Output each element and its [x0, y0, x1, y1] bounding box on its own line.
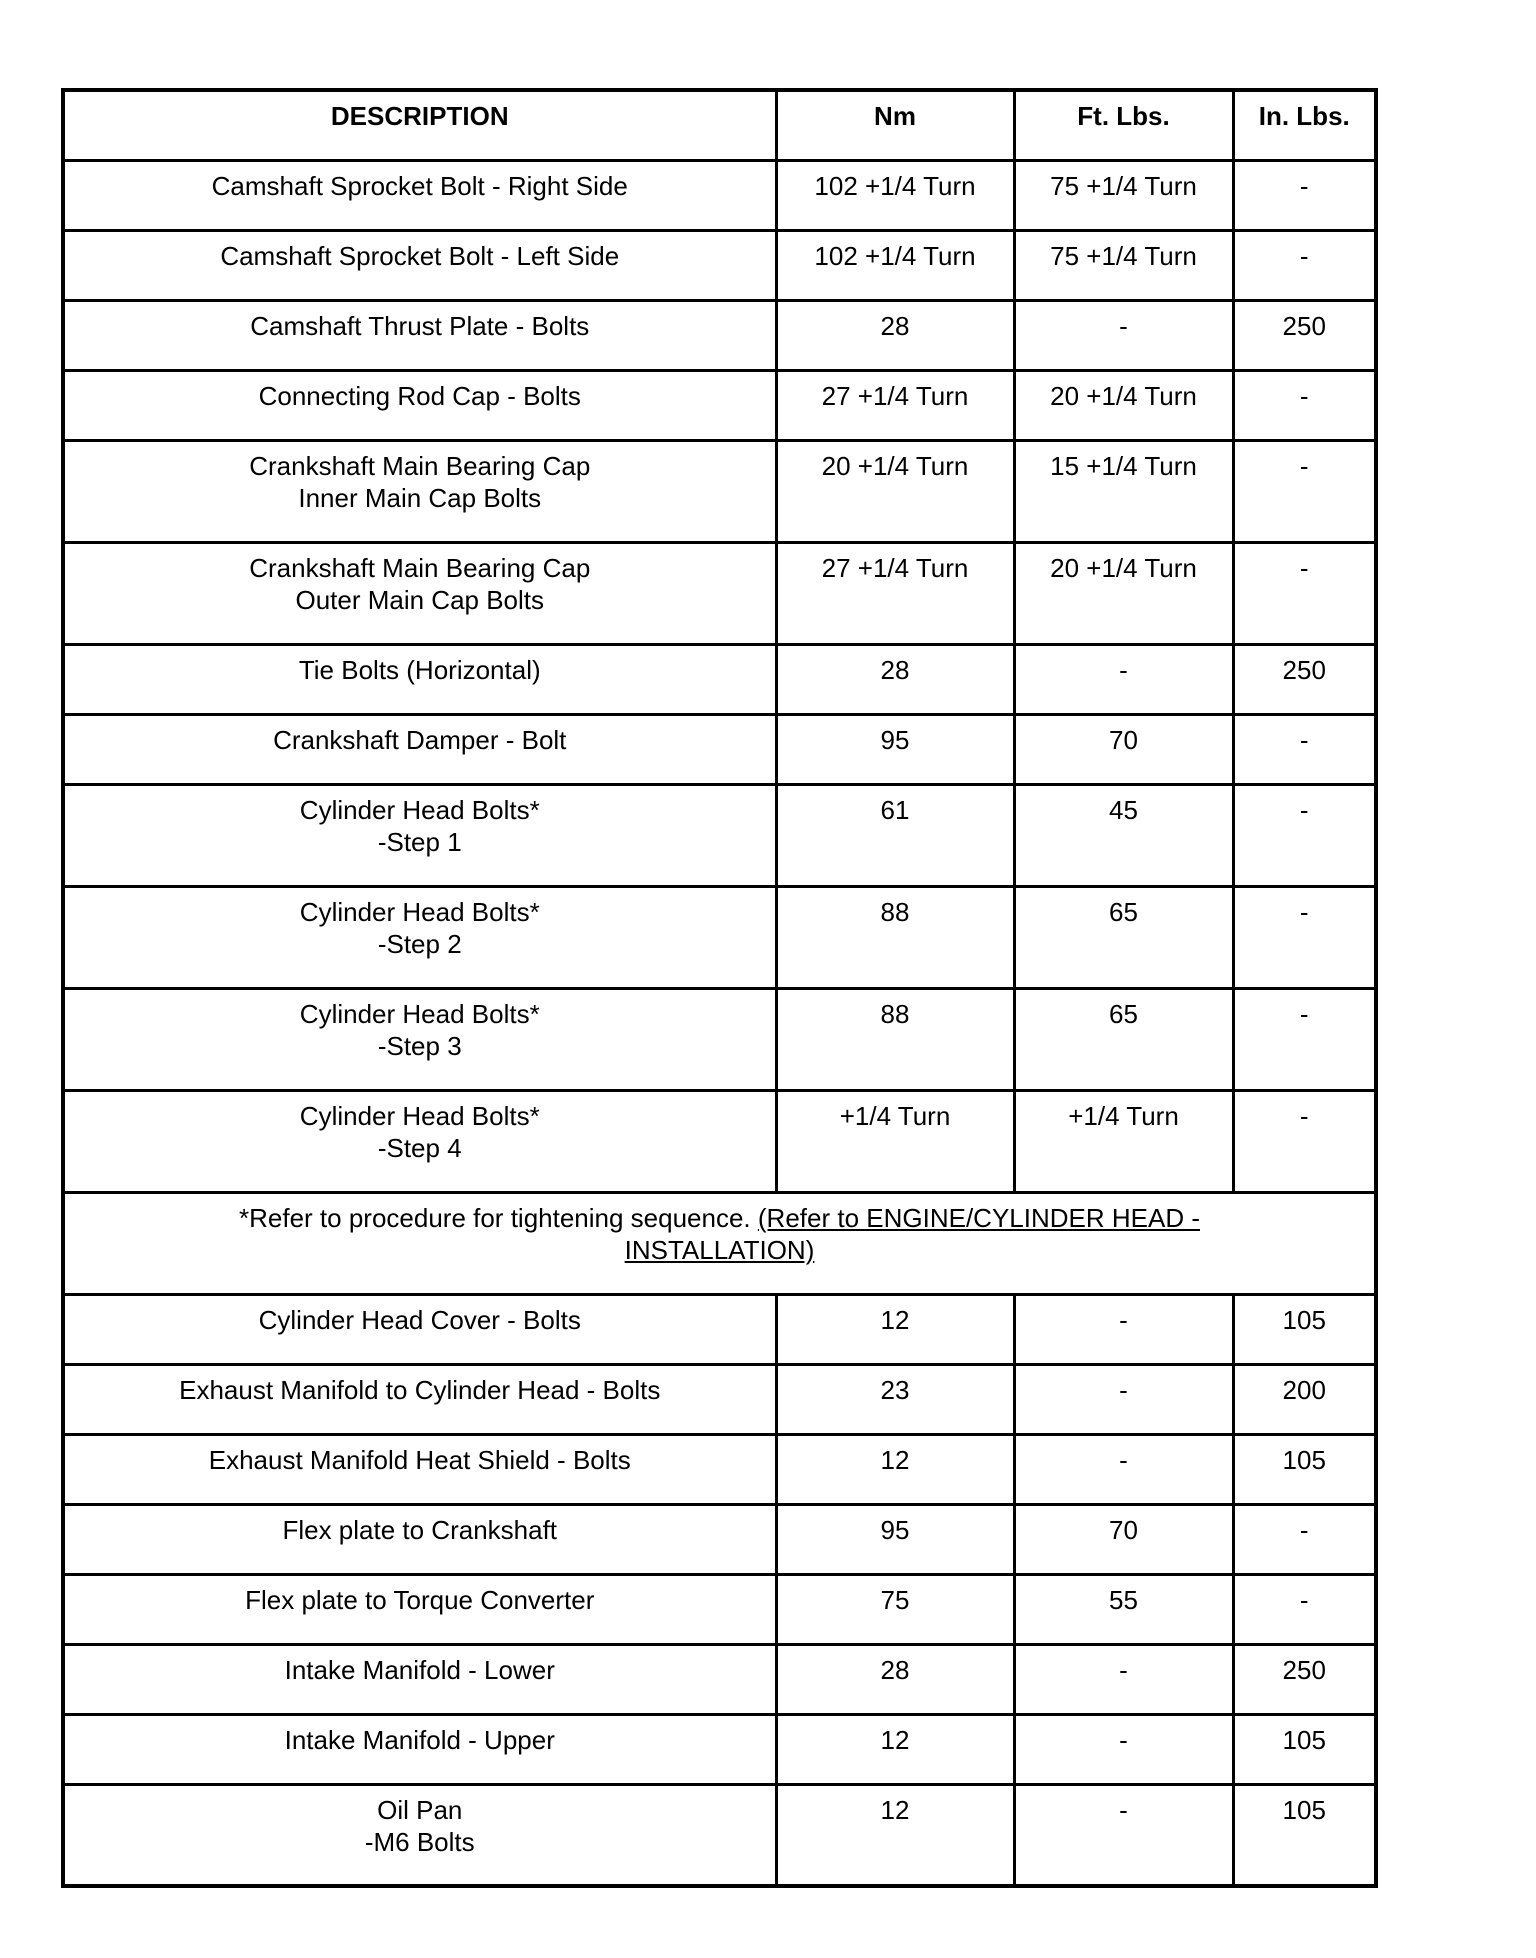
cell-ft-lbs: 65: [1014, 886, 1233, 988]
cell-nm: 88: [776, 988, 1014, 1090]
description-line: Cylinder Head Bolts*: [299, 998, 540, 1029]
spec-rows-group-b: [63, 1294, 1376, 1886]
cell-description: [63, 160, 776, 230]
cell-in-lbs: 250: [1233, 300, 1376, 370]
table-row: [63, 644, 1376, 714]
cell-ft-lbs: 70: [1014, 1504, 1233, 1574]
note-link-engine-cylinder-head[interactable]: (Refer to ENGINE/CYLINDER HEAD -: [757, 1202, 1200, 1233]
note-text: *Refer to procedure for tightening sequence.: [239, 1202, 758, 1233]
cell-in-lbs: -: [1233, 988, 1376, 1090]
table-row: [63, 542, 1376, 644]
cell-in-lbs: -: [1233, 440, 1376, 542]
cell-in-lbs: 250: [1233, 644, 1376, 714]
cell-ft-lbs: -: [1014, 1644, 1233, 1714]
cell-nm: 12: [776, 1714, 1014, 1784]
cell-description: [63, 988, 776, 1090]
cell-description: [63, 886, 776, 988]
cell-ft-lbs: 75 +1/4 Turn: [1014, 160, 1233, 230]
header-ft-lbs: Ft. Lbs.: [1014, 90, 1233, 160]
cell-ft-lbs: 65: [1014, 988, 1233, 1090]
description-line: Crankshaft Main Bearing Cap: [249, 450, 591, 481]
cell-nm: 95: [776, 714, 1014, 784]
header-row: [63, 90, 1376, 160]
header-description: DESCRIPTION: [63, 90, 776, 160]
cell-in-lbs: 105: [1233, 1294, 1376, 1364]
table-row: [63, 1574, 1376, 1644]
cell-in-lbs: -: [1233, 230, 1376, 300]
cell-description: [63, 370, 776, 440]
cell-ft-lbs: -: [1014, 1434, 1233, 1504]
note-group: [63, 1192, 1376, 1294]
cell-in-lbs: 105: [1233, 1714, 1376, 1784]
cell-description: [63, 1294, 776, 1364]
cell-nm: 61: [776, 784, 1014, 886]
description-line: Exhaust Manifold Heat Shield - Bolts: [208, 1444, 631, 1475]
cell-description: [63, 440, 776, 542]
description-line: Camshaft Sprocket Bolt - Left Side: [220, 240, 620, 271]
cell-description: [63, 1504, 776, 1574]
cell-ft-lbs: 45: [1014, 784, 1233, 886]
cell-nm: 27 +1/4 Turn: [776, 370, 1014, 440]
description-line: Cylinder Head Bolts*: [299, 1100, 540, 1131]
table-row: [63, 1434, 1376, 1504]
table-row: [63, 886, 1376, 988]
cell-ft-lbs: -: [1014, 1784, 1233, 1886]
description-line: Inner Main Cap Bolts: [298, 482, 542, 513]
description-line: -Step 1: [377, 826, 462, 857]
spec-rows-group-a: [63, 160, 1376, 1192]
description-line: Connecting Rod Cap - Bolts: [258, 380, 581, 411]
description-line: Crankshaft Damper - Bolt: [273, 724, 567, 755]
cell-description: [63, 1364, 776, 1434]
description-line: Exhaust Manifold to Cylinder Head - Bolts: [179, 1374, 661, 1405]
cell-ft-lbs: -: [1014, 1364, 1233, 1434]
cell-nm: 102 +1/4 Turn: [776, 160, 1014, 230]
table-row: [63, 230, 1376, 300]
table-row: [63, 1364, 1376, 1434]
cell-description: [63, 542, 776, 644]
description-line: Outer Main Cap Bolts: [295, 584, 545, 615]
cell-in-lbs: -: [1233, 1090, 1376, 1192]
cell-nm: 28: [776, 1644, 1014, 1714]
cell-nm: 28: [776, 300, 1014, 370]
description-line: -Step 4: [377, 1132, 462, 1163]
cell-nm: 27 +1/4 Turn: [776, 542, 1014, 644]
cell-ft-lbs: 70: [1014, 714, 1233, 784]
note-row: [63, 1192, 1376, 1294]
cell-in-lbs: -: [1233, 784, 1376, 886]
table-row: [63, 988, 1376, 1090]
description-line: Tie Bolts (Horizontal): [298, 654, 541, 685]
description-line: Intake Manifold - Lower: [284, 1654, 555, 1685]
table-row: [63, 1294, 1376, 1364]
cell-in-lbs: 200: [1233, 1364, 1376, 1434]
table-row: [63, 714, 1376, 784]
cell-nm: 12: [776, 1294, 1014, 1364]
table-row: [63, 160, 1376, 230]
description-line: Flex plate to Crankshaft: [282, 1514, 558, 1545]
cell-in-lbs: -: [1233, 1504, 1376, 1574]
cell-nm: 75: [776, 1574, 1014, 1644]
cell-description: [63, 1714, 776, 1784]
cell-in-lbs: 105: [1233, 1784, 1376, 1886]
cell-in-lbs: 250: [1233, 1644, 1376, 1714]
description-line: -Step 2: [377, 928, 462, 959]
cell-ft-lbs: 20 +1/4 Turn: [1014, 542, 1233, 644]
table-row: [63, 370, 1376, 440]
description-line: Cylinder Head Cover - Bolts: [258, 1304, 581, 1335]
table-row: [63, 300, 1376, 370]
cell-description: [63, 1434, 776, 1504]
cell-ft-lbs: -: [1014, 1714, 1233, 1784]
cell-description: [63, 1644, 776, 1714]
cell-in-lbs: 105: [1233, 1434, 1376, 1504]
cell-description: [63, 784, 776, 886]
cell-ft-lbs: 75 +1/4 Turn: [1014, 230, 1233, 300]
description-line: Crankshaft Main Bearing Cap: [249, 552, 591, 583]
description-line: -Step 3: [377, 1030, 462, 1061]
cell-in-lbs: -: [1233, 370, 1376, 440]
description-line: Intake Manifold - Upper: [284, 1724, 555, 1755]
table-row: [63, 1644, 1376, 1714]
cell-nm: 88: [776, 886, 1014, 988]
cell-nm: 12: [776, 1434, 1014, 1504]
description-line: -M6 Bolts: [364, 1826, 475, 1857]
cell-nm: +1/4 Turn: [776, 1090, 1014, 1192]
cell-in-lbs: -: [1233, 1574, 1376, 1644]
cell-description: [63, 230, 776, 300]
header-nm: Nm: [776, 90, 1014, 160]
table-row: [63, 440, 1376, 542]
description-line: Camshaft Sprocket Bolt - Right Side: [211, 170, 628, 201]
cell-nm: 95: [776, 1504, 1014, 1574]
description-line: Flex plate to Torque Converter: [245, 1584, 595, 1615]
cell-description: [63, 1574, 776, 1644]
cell-ft-lbs: 15 +1/4 Turn: [1014, 440, 1233, 542]
cell-description: [63, 1090, 776, 1192]
cell-in-lbs: -: [1233, 714, 1376, 784]
cell-in-lbs: -: [1233, 160, 1376, 230]
note-link-installation[interactable]: INSTALLATION): [624, 1234, 815, 1265]
table-row: [63, 1714, 1376, 1784]
cell-ft-lbs: -: [1014, 1294, 1233, 1364]
table-row: [63, 1784, 1376, 1886]
cell-ft-lbs: -: [1014, 300, 1233, 370]
cell-nm: 28: [776, 644, 1014, 714]
table-row: [63, 1090, 1376, 1192]
cell-description: [63, 300, 776, 370]
cell-in-lbs: -: [1233, 542, 1376, 644]
cell-ft-lbs: 20 +1/4 Turn: [1014, 370, 1233, 440]
cell-ft-lbs: -: [1014, 644, 1233, 714]
description-line: Oil Pan: [377, 1794, 463, 1825]
cell-ft-lbs: 55: [1014, 1574, 1233, 1644]
cell-description: [63, 644, 776, 714]
header-in-lbs: In. Lbs.: [1233, 90, 1376, 160]
cell-nm: 20 +1/4 Turn: [776, 440, 1014, 542]
description-line: Cylinder Head Bolts*: [299, 794, 540, 825]
note-cell: [63, 1192, 1376, 1294]
cell-nm: 12: [776, 1784, 1014, 1886]
description-line: Camshaft Thrust Plate - Bolts: [250, 310, 590, 341]
torque-spec-table: [61, 88, 1378, 1888]
cell-nm: 23: [776, 1364, 1014, 1434]
description-line: Cylinder Head Bolts*: [299, 896, 540, 927]
cell-ft-lbs: +1/4 Turn: [1014, 1090, 1233, 1192]
table-row: [63, 784, 1376, 886]
table-row: [63, 1504, 1376, 1574]
cell-in-lbs: -: [1233, 886, 1376, 988]
cell-description: [63, 714, 776, 784]
cell-description: [63, 1784, 776, 1886]
cell-nm: 102 +1/4 Turn: [776, 230, 1014, 300]
